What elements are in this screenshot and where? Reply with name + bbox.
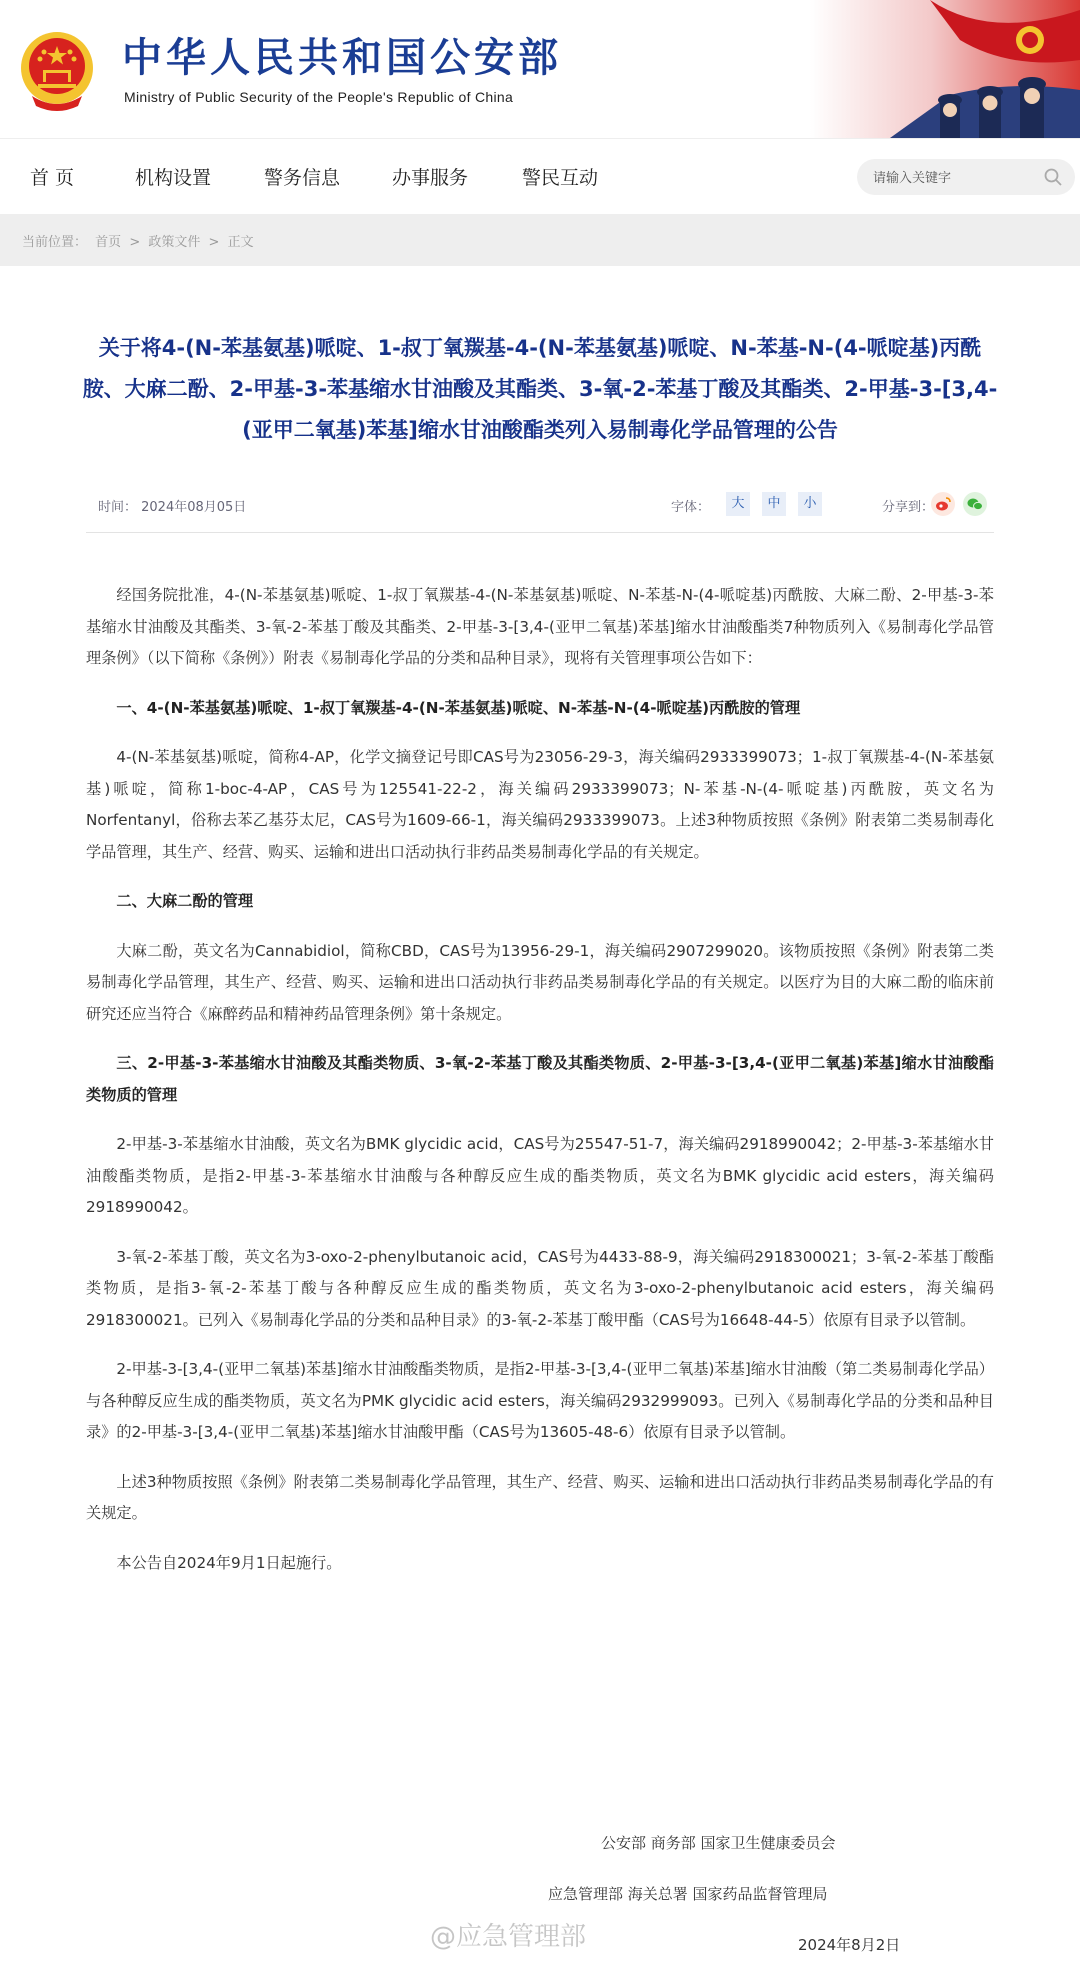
breadcrumb-separator: > xyxy=(129,235,141,250)
article-body xyxy=(86,580,994,1597)
main-nav xyxy=(0,138,1080,215)
breadcrumb-bar xyxy=(0,214,1080,266)
site-subtitle: Ministry of Public Security of the People's Republic of China xyxy=(124,89,514,105)
font-medium-button[interactable]: 中 xyxy=(762,492,786,516)
meta-divider xyxy=(86,532,994,533)
paragraph: 4-(N-苯基氨基)哌啶，简称4-AP，化学文摘登记号即CAS号为23056-29-3，海关编码2933399073；1-叔丁氧羰基-4-(N-苯基氨基)哌啶，简称1-boc-4-AP，CAS号为125541-22-2，海关编码2933399073；N-苯基-N-(4-哌啶基)丙酰胺，英文名为Norfentanyl，俗称去苯乙基芬太尼，CAS号为1609-66-1，海关编码2933399073。上述3种物质按照《条例》附表第二类易制毒化学品管理，其生产、经营、购买、运输和进出口活动执行非药品类易制毒化学品的有关规定。 xyxy=(86,748,994,861)
paragraph: 2-甲基-3-苯基缩水甘油酸，英文名为BMK glycidic acid，CAS号为25547-51-7，海关编码2918990042；2-甲基-3-苯基缩水甘油酸酯类物质，是指2-甲基-3-苯基缩水甘油酸与各种醇反应生成的酯类物质，英文名为BMK glycidic acid esters，海关编码2918990042。 xyxy=(86,1135,994,1216)
nav-item-interaction[interactable]: 警民互动 xyxy=(522,167,599,189)
nav-item-organization[interactable]: 机构设置 xyxy=(135,167,212,189)
font-large-button[interactable]: 大 xyxy=(726,492,750,516)
breadcrumb-separator: > xyxy=(208,235,220,250)
search-box xyxy=(857,159,1075,195)
site-header xyxy=(0,0,1080,138)
breadcrumb xyxy=(22,231,258,250)
sign-date: 2024年8月2日 xyxy=(798,1936,901,1954)
breadcrumb-current: 正文 xyxy=(227,235,254,250)
police-banner-image xyxy=(810,0,1080,138)
national-emblem-icon xyxy=(18,26,96,114)
signatories-line-1: 公安部 商务部 国家卫生健康委员会 xyxy=(601,1834,836,1852)
section-heading: 三、2-甲基-3-苯基缩水甘油酸及其酯类物质、3-氧-2-苯基丁酸及其酯类物质、2-甲基-3-[3,4-(亚甲二氧基)苯基]缩水甘油酸酯类物质的管理 xyxy=(86,1054,994,1104)
section-heading: 一、4-(N-苯基氨基)哌啶、1-叔丁氧羰基-4-(N-苯基氨基)哌啶、N-苯基-N-(4-哌啶基)丙酰胺的管理 xyxy=(116,698,801,717)
nav-item-police-info[interactable]: 警务信息 xyxy=(264,167,341,189)
wechat-share-icon[interactable] xyxy=(963,492,987,516)
paragraph: 2-甲基-3-[3,4-(亚甲二氧基)苯基]缩水甘油酸酯类物质，是指2-甲基-3-[3,4-(亚甲二氧基)苯基]缩水甘油酸（第二类易制毒化学品）与各种醇反应生成的酯类物质，英文名为PMK glycidic acid esters，海关编码2932999093。已列入《易制毒化学品的分类和品种目录》的2-甲基-3-[3,4-(亚甲二氧基)苯基]缩水甘油酸甲酯（CAS号为13605-48-6）依原有目录予以管制。 xyxy=(86,1360,994,1441)
paragraph: 经国务院批准，4-(N-苯基氨基)哌啶、1-叔丁氧羰基-4-(N-苯基氨基)哌啶、N-苯基-N-(4-哌啶基)丙酰胺、大麻二酚、2-甲基-3-苯基缩水甘油酸及其酯类、3-氧-2-苯基丁酸及其酯类、2-甲基-3-[3,4-(亚甲二氧基)苯基]缩水甘油酸酯类7种物质列入《易制毒化学品管理条例》（以下简称《条例》）附表《易制毒化学品的分类和品种目录》，现将有关管理事项公告如下： xyxy=(86,586,994,667)
watermark: @应急管理部 xyxy=(430,1922,587,1952)
site-title: 中华人民共和国公安部 xyxy=(122,35,562,81)
search-icon[interactable] xyxy=(1043,167,1063,187)
font-small-button[interactable]: 小 xyxy=(798,492,822,516)
weibo-share-icon[interactable] xyxy=(931,492,955,516)
nav-item-home[interactable]: 首 页 xyxy=(30,167,75,189)
nav-item-services[interactable]: 办事服务 xyxy=(392,167,469,189)
paragraph: 上述3种物质按照《条例》附表第二类易制毒化学品管理，其生产、经营、购买、运输和进出口活动执行非药品类易制毒化学品的有关规定。 xyxy=(86,1472,994,1522)
breadcrumb-home[interactable]: 首页 xyxy=(95,235,122,250)
article-meta xyxy=(86,488,1000,524)
publish-date: 时间： 2024年08月05日 xyxy=(98,500,247,515)
article-title: 关于将4-(N-苯基氨基)哌啶、1-叔丁氧羰基-4-(N-苯基氨基)哌啶、N-苯基-N-(4-哌啶基)丙酰胺、大麻二酚、2-甲基-3-苯基缩水甘油酸及其酯类、3-氧-2-苯基丁酸及其酯类、2-甲基-3-[3,4-(亚甲二氧基)苯基]缩水甘油酸酯类列入易制毒化学品管理的公告 xyxy=(82,336,998,442)
paragraph: 大麻二酚，英文名为Cannabidiol，简称CBD，CAS号为13956-29-1，海关编码2907299020。该物质按照《条例》附表第二类易制毒化学品管理，其生产、经营、购买、运输和进出口活动执行非药品类易制毒化学品的有关规定。以医疗为目的大麻二酚的临床前研究还应当符合《麻醉药品和精神药品管理条例》第十条规定。 xyxy=(86,941,994,1023)
signatories-line-2: 应急管理部 海关总署 国家药品监督管理局 xyxy=(548,1885,828,1903)
font-size-label: 字体： xyxy=(671,500,711,515)
search-input[interactable] xyxy=(871,165,1035,191)
breadcrumb-label: 当前位置： xyxy=(22,235,88,250)
paragraph: 3-氧-2-苯基丁酸，英文名为3-oxo-2-phenylbutanoic acid，CAS号为4433-88-9，海关编码2918300021；3-氧-2-苯基丁酸酯类物质，是指3-氧-2-苯基丁酸与各种醇反应生成的酯类物质，英文名为3-oxo-2-phenylbutanoic acid esters，海关编码2918300021。已列入《易制毒化学品的分类和品种目录》的3-氧-2-苯基丁酸甲酯（CAS号为16648-44-5）依原有目录予以管制。 xyxy=(86,1247,994,1329)
paragraph: 本公告自2024年9月1日起施行。 xyxy=(116,1553,342,1572)
section-heading: 二、大麻二酚的管理 xyxy=(116,892,254,910)
share-label: 分享到： xyxy=(882,500,935,515)
breadcrumb-policy[interactable]: 政策文件 xyxy=(148,235,201,250)
